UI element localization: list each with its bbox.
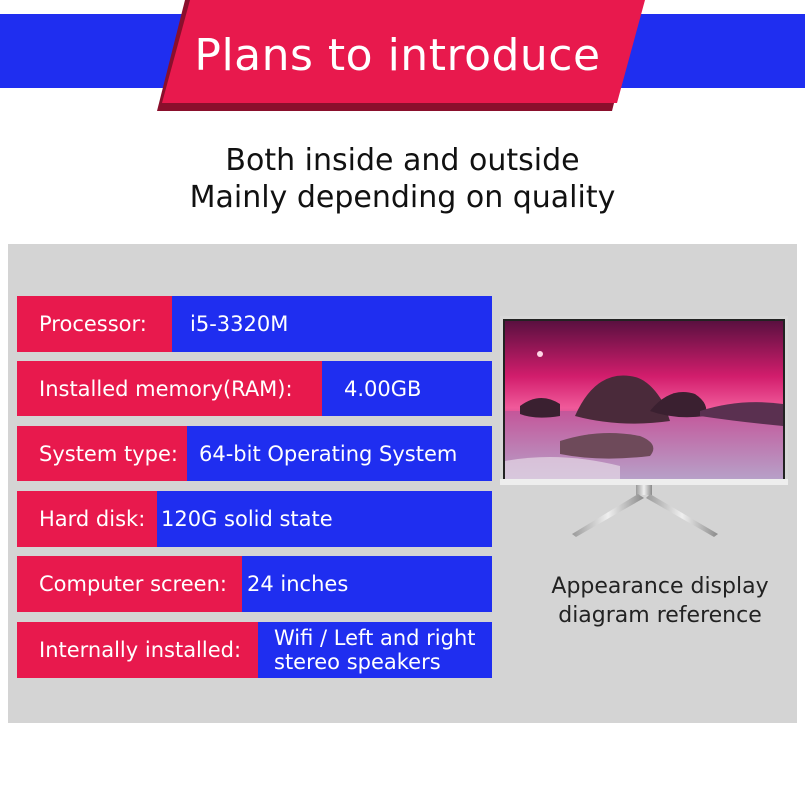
spec-label: Hard disk: (17, 491, 157, 547)
spec-value: 4.00GB (322, 361, 492, 416)
header-banner (0, 0, 805, 115)
spec-value: 64-bit Operating System (187, 426, 492, 481)
spec-row-internal (17, 622, 492, 678)
spec-row-system-type (17, 426, 492, 481)
spec-value: 120G solid state (157, 491, 492, 547)
intro-line-1: Both inside and outside (225, 143, 580, 178)
spec-value: i5-3320M (172, 296, 492, 352)
spec-row-processor (17, 296, 492, 352)
intro-line-2: Mainly depending on quality (189, 180, 616, 215)
spec-row-screen (17, 556, 492, 612)
page-title: Plans to introduce (194, 30, 601, 81)
spec-label: System type: (17, 426, 187, 481)
spec-value: 24 inches (242, 556, 492, 612)
spec-row-hard-disk (17, 491, 492, 547)
spec-value-line-2: stereo speakers (274, 650, 441, 674)
spec-value (258, 622, 492, 678)
spec-row-memory (17, 361, 492, 416)
monitor-caption-line-2: diagram reference (558, 603, 762, 628)
spec-label: Computer screen: (17, 556, 242, 612)
spec-label: Internally installed: (17, 622, 258, 678)
monitor-caption-line-1: Appearance display (551, 574, 769, 599)
spec-label: Installed memory(RAM): (17, 361, 322, 416)
spec-value-line-1: Wifi / Left and right (274, 626, 476, 650)
monitor-image (500, 316, 788, 541)
spec-label: Processor: (17, 296, 172, 352)
